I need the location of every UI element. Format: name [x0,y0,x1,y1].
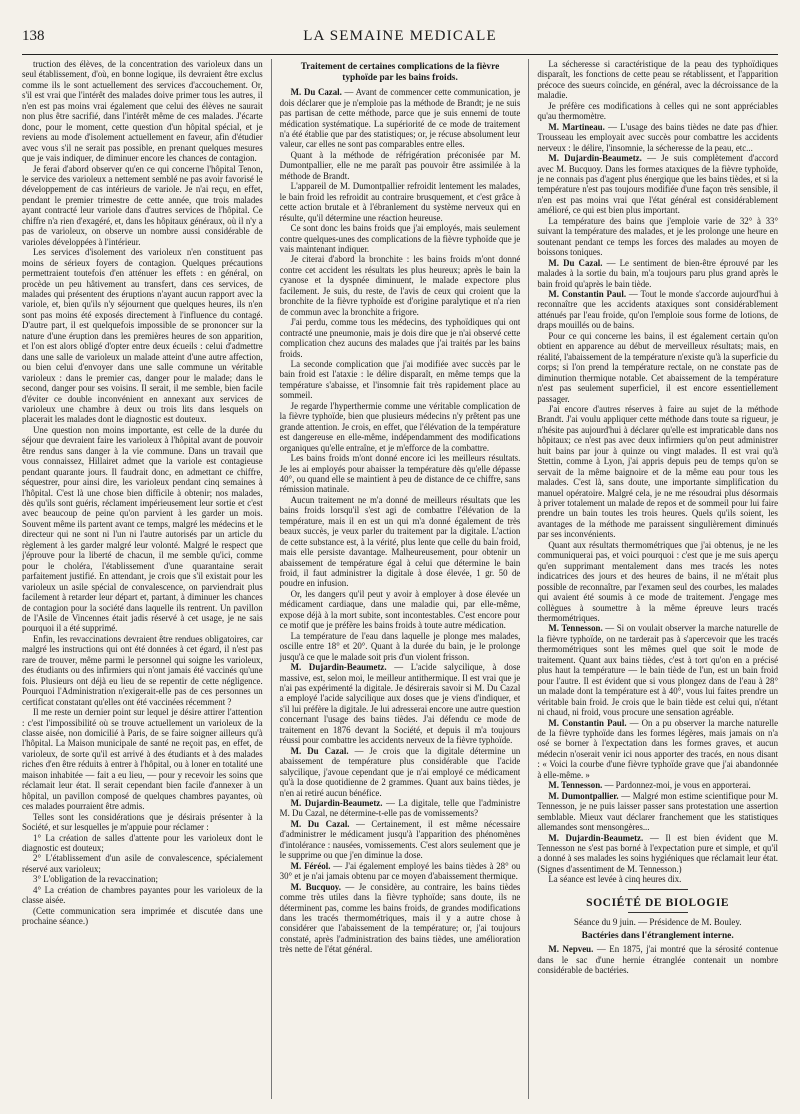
paragraph: Enfin, les revaccinations devraient être rendues obligatoires, car malgré les instructions qui ont été données à cet égard, il n'est pas rare de trouver, même parmi le personnel qui soigne les varioleux, des étudiants ou des infirmiers qui n'ont jamais été vaccinés qu'une fois. Plusieurs ont déjà eu lieu de se repentir de cette négligence. Pourquoi l'Administration n'exigerait-elle pas de ces personnes un certificat constatant qu'elles ont été vaccinées récemment ? [22,633,263,707]
header-rule [22,54,778,55]
paragraph: Il me reste un dernier point sur lequel je désire attirer l'attention : c'est l'impossibilité où se trouve actuellement un varioleux de la classe aisée, non domicilié à Paris, de se faire soigner ailleurs qu'à l'hôpital. La Maison municipale de santé ne reçoit pas, en effet, de varioleux, de sorte qu'il est arrivé à des étudiants et à des malades riches d'en être réduits à entrer à l'hôpital, ou à loner en totalité une maison inhabitée — fait a eu lieu, — pour y recevoir les soins que réclamait leur état. Il serait cependant bien facile d'annexer à un hôpital, un pavillon composé de quelques chambres payantes, où ces malades pourraient être admis. [22,707,263,812]
entry-text: — Je considère, au contraire, les bains tièdes comme très utiles dans la fièvre typhoïde; sans doute, ils ne déterminent pas, comme les bains froids, de grandes modifications dans les tracés thermométriques, mais il y a autre chose à considérer que l'abaissement de la température; or, j'ai toujours constaté, après l'administration des bains tièdes, une amélioration très nette de l'état général. [279,881,521,955]
list-item: 4° La création de chambres payantes pour les varioleux de la classe aisée. [22,884,263,906]
paragraph [280,223,521,254]
entry-text: La seconde complication que j'ai modifiée avec succès par le bain froid est l'ataxie : le délire disparaît, en même temps que la température s'abaisse, et l'insomnie fait très rapidement place au sommeil. [279,358,521,401]
section-divider [628,889,688,890]
entry-text: — L'acide salycilique, à dose massive, est, selon moi, le meilleur antithermique. Il est vrai que je n'ai pas expérimenté la digitale. Je désirerais savoir si M. Du Cazal a employé l'acide salycilique aux doses que je viens d'indiquer, et s'il lui préfère la digitale. Je lui adresserai encore une autre question concernant l'usage des bains tièdes. J'ai défendu ce mode de traitement en 1876 devant la Société, et depuis il m'a toujours réussi pour combattre les accidents nerveux de la fièvre typhoïde. [279,662,521,746]
paragraph [280,254,521,317]
paragraph [280,359,521,401]
speaker-entry [537,153,778,216]
speaker-entry [537,791,778,833]
entry-text: Je préfère ces modifications à celles qui ne sont appréciables qu'au thermomètre. [537,100,779,122]
entry-text: J'ai encore d'autres réserves à faire au sujet de la méthode Brandt. J'ai voulu appliquer cette méthode dans toute sa rigueur, je n'hésite pas aujourd'hui à déclarer qu'elle est impraticable dans nos hôpitaux; ce n'est pas avec deux infirmiers qu'on peut administrer huit bains par jour à quinze ou vingt malades. Il est vrai qu'à Stettin, comme à Lyon, j'ai appris depuis peu de temps qu'on se servait de la même baignoire et de la même eau pour tous les malades. C'est là, sans doute, une importante simplification du manuel opératoire. Malgré cela, je ne me résoudrai plus désormais à priver totalement un malade de repos et de sommeil pour lui faire prendre un bain toutes les trois heures. Quels qu'ils soient, les avantages de la méthode me paraissent singulièrement diminués par ses inconvénients. [537,403,779,540]
paragraph [280,631,521,662]
entry-text: — On a pu observer la marche naturelle de la fièvre typhoïde dans les formes légères, mais jamais on n'a osé se borner à l'expectation dans les formes graves, et aucun médecin n'oserait venir ici nous apporter des tracés, en nous disant : « Voici la courbe d'une fièvre typhoïde grave que j'ai abandonnée à elle-même. » [537,717,779,780]
column-2-entries [280,87,521,955]
speaker-name: M. Dumontpallier. [548,790,619,801]
paragraph: Les services d'isolement des varioleux n'en constituent pas moins de sérieux foyers de contagion. Quelques précautions permettraient toutefois d'en atténuer les effets : en général, on procède un peu hâtivement au transfert, dans ces services, de malades qui présentent des éruptions n'ayant aucun rapport avec la variole, et, bien qu'ils n'y séjournent que quelques heures, ils n'en sont pas moins été exposés directement à l'influence du contagé. D'autre part, il est quelquefois impossible de se prononcer sur la nature d'une éruption dans les premières heures de son apparition, et l'on est alors obligé d'opter entre deux écueils : celui d'admettre dans une salle de varioleux un malade atteint d'une autre affection, ou bien celui d'envoyer dans une salle commune un véritable varioleux : dans le premier cas, danger pour le malade; dans le second, danger pour ses voisins. Il serait, il me semble, bien facile d'éviter ce double inconvénient en annexant aux services de varioleux une chambre à deux ou trois lits dans lesquels on placerait les malades dont le diagnostic est douteux. [22,247,263,425]
entry-text: La température de l'eau dans laquelle je plonge mes malades, oscille entre 18° et 20°. Quant à la durée du bain, je le prolonge jusqu'à ce que le malade soit pris d'un violent frisson. [279,630,521,662]
paragraph [280,401,521,453]
speaker-name: M. Nepveu. [548,944,594,955]
list-item: 2° L'établissement d'un asile de convalescence, spécialement réservé aux varioleux; [22,853,263,874]
paragraph [280,150,521,181]
paragraph [280,453,521,495]
speaker-entry [537,289,778,331]
paragraph [280,181,521,223]
entry-text: L'appareil de M. Dumontpallier refroidit lentement les malades, le bain froid les refroidit au contraire brusquement, et c'est grâce à cette action brutale et à l'ébranlement du système nerveux qui en résulte, qu'il détermine une réaction heureuse. [279,181,521,223]
section-divider [628,912,688,913]
entry-text: Aucun traitement ne m'a donné de meilleurs résultats que les bains froids lorsqu'il s'est agi de combattre l'élévation de la température, mais il en est un qui m'a donné également de très beaux succès, je veux parler du traitement par la digitale. L'action de cette substance est, à la vérité, plus lente que celle du bain froid, mais elle persiste davantage. Malheureusement, pour obtenir un abaissement de température égal à celui que détermine le bain froid, il faut administrer la digitale à dose élevée, 1 gr. 50 de poudre en infusion. [279,494,521,589]
entry-text: — Je suis complètement d'accord avec M. Bucquoy. Dans les formes ataxiques de la fièvre typhoïde, je ne connais pas d'agent plus énergique que les bains tièdes, et si la température n'est pas toujours modifiée d'une façon très sensible, il n'en est pas moins vrai que l'état général est considérablement amélioré, ce qui est bien plus important. [537,153,779,216]
speaker-entry [280,746,521,798]
journal-title: LA SEMAINE MEDICALE [303,28,497,44]
session-closing: La séance est levée à cinq heures dix. [548,874,682,885]
entry-text: Or, les dangers qu'il peut y avoir à employer à dose élevée un médicament cardiaque, dans une maladie qui, par elle-même, expose déjà à la mort subite, sont incontestables. C'est encore pour ce motif que je préfère les bains froids à toute autre médication. [279,588,521,631]
speaker-name: M. Dujardin-Beaumetz. [290,798,383,808]
speaker-name: M. Féréol. [290,860,331,871]
column-3-entries [537,59,778,874]
column-3 [528,59,778,1099]
speaker-entry [537,833,778,875]
paragraph [537,216,778,258]
article-title: Traitement de certaines complications de la fièvre typhoïde par les bains froids. [300,62,500,83]
speaker-entry [280,861,521,882]
paragraph [537,101,778,122]
column-2 [271,59,521,1099]
speaker-name: M. Dujardin-Beaumetz. [548,832,644,843]
paragraph: truction des élèves, de la concentration des varioleux dans un seul établissement, d'où, en bonne logique, ils devraient être exclus comme ils le sont actuellement des services d'accouchement. Or, s'il est vrai que l'intérêt des malades doive primer tous les autres, il n'en est pas moins vrai également que celui des élèves ne saurait non plus être sacrifié, dans l'intérêt même de ces malades. J'écarte donc, pour le moment, cette question d'un hôpital spécial, et je reviens au mode d'isolement actuellement en faveur, afin d'étudier avec vous s'il ne serait pas possible, en prenant quelques mesures que je vais indiquer, de diminuer encore les chances de contagion. [22,59,263,164]
paragraph [280,317,521,359]
speaker-name: M. Tennesson. [548,623,603,634]
entry-text: Je regarde l'hyperthermie comme une véritable complication de la fièvre typhoïde, bien que plusieurs médecins n'y prêtent pas une grande attention. Je crois, en effet, que l'élévation de la température est dangereuse en elle-même, indépendamment des modifications organiques qu'elle entraîne, et je m'efforce de la combattre. [279,400,521,453]
entry-text: — Si on voulait observer la marche naturelle de la fièvre typhoïde, on ne tarderait pas à s'apercevoir que les tracés thermométriques sont les mêmes quel que soit le mode de traitement. Quant aux bains tièdes, c'est à tort qu'on en a précisé plus haut la température — le bain tiède de l'un, est un bain froid pour l'autre. Il est évident que si vous plongez dans de l'eau à 28° un malade dont la température est à 40°, vous lui faites prendre un véritable bain froid. Je crois que le bain tiède est celui qui, n'étant ni chaud, ni froid, vous procure une sensation agréable. [537,623,779,718]
entry-text: — Il est bien évident que M. Tennesson ne s'est pas borné à l'expectation pure et simple, et qu'il a donné à ses malades les soins hygiéniques que réclamait leur état. (Signes d'assentiment de M. Tennesson.) [537,832,779,874]
entry-text: — Je crois que la digitale détermine un abaissement de température plus considérable que l'acide salycilique, j'avoue cependant que je n'ai employé ce médicament qu'à la dose quotidienne de 2 grammes. Quant aux bains tièdes, je n'en ai retiré aucun bénéfice. [279,745,521,798]
entry-text: La sécheresse si caractéristique de la peau des typhoïdiques disparaît, les fonctions de cette peau se rétablissent, et l'apparition précoce des sueurs coïncide, en général, avec la décroissance de la maladie. [537,59,779,101]
entry-text: — Malgré mon estime scientifique pour M. Tennesson, je ne puis laisser passer sans protestation une assertion semblable. Mieux vaut déclarer franchement que les statistiques allemandes sont mensongères... [537,790,779,833]
speaker-name: M. Du Cazal. [548,257,603,268]
speaker-name: M. Dujardin-Beaumetz. [290,662,387,673]
entry-text: Ce sont donc les bains froids que j'ai employés, mais seulement contre quelques-unes des complications de la fièvre typhoïde que je vais maintenant indiquer. [279,223,521,254]
speaker-name: M. Bucquoy. [290,881,341,892]
paragraph: Je ferai d'abord observer qu'en ce qui concerne l'hôpital Tenon, le service des varioleux a nettement semblé ne pas avoir favorisé le développement de cas intérieurs de variole. Je n'ai reçu, en effet, pendant le premier trimestre de cette année, que trois malades ayant contracté leur variole dans d'autres services de l'hôpital. Ce chiffre n'a rien d'exagéré, et, dans les hôpitaux généraux, où il n'y a pas de varioleux, on observe un nombre aussi considérable de varioles développées à l'intérieur. [22,163,263,247]
section-title: SOCIÉTÉ DE BIOLOGIE [586,896,730,909]
entry-text: Quant aux résultats thermométriques que j'ai obtenus, je ne les communiquerai pas, et voici pourquoi : c'est que je me suis aperçu qu'en supprimant mentalement dans mes tracés les notes indicatrices des jours et des heures de bains, il ne m'était plus possible de reconnaître, par l'examen seul des courbes, les malades qui avaient été soumis à ce mode de traitement. J'engage mes collègues à soumettre à la même épreuve leurs tracés thermométriques. [537,539,779,624]
paragraph: Telles sont les considérations que je désirais présenter à la Société, et sur lesquelles je m'appuie pour réclamer : [22,811,263,833]
paragraph [280,589,521,631]
entry-text: — Certainement, il est même nécessaire d'administrer le médicament jusqu'à l'apparition des phénomènes d'intolérance : nausées, vomissements. C'est alors seulement que je le supprime ou que j'en diminue la dose. [279,818,521,861]
final-entry [537,944,778,975]
speaker-entry [280,882,521,955]
text-columns [22,59,778,1099]
entry-text: — J'ai également employé les bains tièdes à 28° ou 30° et je n'ai jamais obtenu par ce moyen d'abaissement thermique. [279,860,521,882]
speaker-entry [537,718,778,781]
speaker-entry [537,623,778,717]
list-item: 1° La création de salles d'attente pour les varioleux dont le diagnostic est douteux; [22,832,263,853]
demands-list [22,833,263,906]
paragraph [280,495,521,589]
entry-text: — La digitale, telle que l'administre M. Du Cazal, ne détermine-t-elle pas de vomissements? [279,798,521,819]
entry-text: J'ai perdu, comme tous les médecins, des typhoïdiques qui ont contracté une pneumonie, mais je dois dire que je n'ai observé cette complication chez aucuns des malades que j'ai traités par les bains froids. [279,317,521,359]
speaker-name: M. Constantin Paul. [548,288,627,299]
entry-text: — L'usage des bains tièdes ne date pas d'hier. Trousseau les employait avec succès pour combattre les accidents nerveux : le délire, l'insomnie, la sécheresse de la peau, etc... [537,121,779,153]
speaker-entry [280,819,521,861]
speaker-name: M. Dujardin-Beaumetz. [548,153,642,164]
entry-text: La température des bains que j'emploie varie de 32° à 33° suivant la température des malades, et je les prolonge une heure en soutenant pendant ce temps les forces des malades au moyen de boissons toniques. [537,215,779,258]
closing-note: (Cette communication sera imprimée et discutée dans une prochaine séance.) [22,905,263,927]
paragraph: Une question non moins importante, est celle de la durée du séjour que devraient faire les varioleux à l'hôpital avant de pouvoir être rendus sans danger à la vie commune. Dans un travail que vous connaissez, Hillairet admet que la variole est contagieuse pendant quarante jours. Il faudrait donc, en admettant ce chiffre, séquestrer, pour ainsi dire, les varioleux pendant cinq semaines à l'hôpital. C'est là une chose bien difficile à obtenir; nos malades, dès qu'ils sont guéris, réclament impérieusement leur sortie et c'est avec beaucoup de peine qu'on parvient à les garder un mois. Souvent même ils partent avant ce temps, malgré les médecins et le directeur qui ne sont ni l'un ni l'autre autorisés par un article du règlement à les garder malgré leur volonté. Malgré le respect que j'éprouve pour la liberté de chacun, il me semble qu'ici, comme pour le choléra, l'établissement d'une quarantaine serait parfaitement justifié. En attendant, je crois que s'il existait pour les varioleux un asile spécial de convalescence, on parviendrait plus facilement à retarder leur départ et, partant, à diminuer les chances de contagion pour la société dans laquelle ils rentrent. Un pavillon de l'Asile de Vincennes était jadis réservé à cet usage, je ne sais pourquoi il a été supprimé. [22,424,263,634]
speaker-entry [537,780,778,790]
speaker-name: M. Martineau. [548,121,605,132]
entry-text: — Tout le monde s'accorde aujourd'hui à reconnaître que les accidents ataxiques sont considérablement atténués par l'eau froide, qu'on l'emploie sous forme de lotions, de draps mouillés ou de bains. [537,288,779,331]
speaker-name: M. Constantin Paul. [548,717,627,728]
entry-text: — Pardonnez-moi, je vous en apporterai. [604,780,751,791]
speaker-entry [280,798,521,819]
speaker-name: M. Tennesson. [548,780,603,791]
list-item: 3° L'obligation de la revaccination; [33,874,158,885]
column-1-paragraphs [22,59,263,833]
speaker-entry [280,662,521,746]
speaker-entry [537,258,778,289]
entry-text: — En 1875, j'ai montré que la sérosité contenue dans le sac d'une hernie étranglée contenait un nombre considérable de bactéries. [537,944,779,976]
page-header [22,28,778,50]
entry-text: Pour ce qui concerne les bains, il est également certain qu'on obtient en apparence au début de merveilleux résultats; mais, en réalité, l'abaissement de la température n'existe qu'à la superficie du corps; si l'on prend la température rectale, on ne constate pas de diminution thermique notable. Cet abaissement de la température n'est pas seulement superficiel, il est encore essentiellement passager. [537,330,779,404]
entry-text: — Avant de commencer cette communication, je dois déclarer que je n'emploie pas la méthode de Brandt; je ne suis pas partisan de cette méthode, parce que je suis ennemi de toute médication systématique. La supériorité de ce mode de traitement n'a été établie que par des statistiques; or, je récuse absolument leur valeur, car elles ne sont pas comparables entre elles. [279,87,521,150]
speaker-entry [280,87,521,150]
entry-text: Quant à la méthode de réfrigération préconisée par M. Dumontpallier, elle ne me paraît pas pouvoir être assimilée à la méthode de Brandt. [279,149,521,181]
entry-text: Les bains froids m'ont donné encore ici les meilleurs résultats. Je les ai employés pour abaisser la température dès qu'elle dépasse 40°, ou quand elle se maintient à peu de distance de ce chiffre, sans rémission matinale. [279,453,521,495]
speaker-name: M. Du Cazal. [290,745,349,756]
page-number: 138 [22,28,45,44]
paragraph [537,540,778,624]
entry-text: — Le sentiment de bien-être éprouvé par les malades à la sortie du bain, m'a toujours paru plus grand après le bain froid qu'après le bain tiède. [537,257,779,289]
speaker-name: M. Du Cazal. [290,818,350,829]
seance-line: Séance du 9 juin. — Présidence de M. Bouley. [573,917,742,928]
speaker-entry [537,122,778,153]
paragraph [537,59,778,101]
entry-text: Je citerai d'abord la bronchite : les bains froids m'ont donné contre cet accident les résultats les plus heureux; après le bain la cyanose et la dyspnée diminuent, le malade expectore plus facilement. Je suis, du reste, de l'avis de ceux qui croient que la bronchite de la fièvre typhoïde est d'origine paralytique et n'a rien de commun avec la bronchite a frigore. [279,254,521,317]
paragraph [537,404,778,540]
paragraph [537,331,778,404]
speaker-name: M. Du Cazal. [290,87,342,98]
column-1 [22,59,263,1099]
article-subtitle: Bactéries dans l'étranglement interne. [581,930,734,941]
